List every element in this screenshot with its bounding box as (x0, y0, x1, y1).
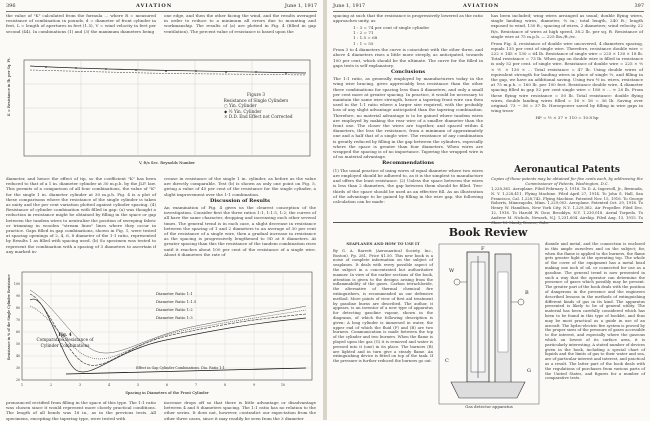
right-page-header (333, 3, 644, 12)
gas-detector-figure (437, 242, 541, 412)
left-col1-bottom-text: pronounced rectified from filling in the space of this type. The 1:1 ratio was chosen since it would represent more closely practical conditions. The length of all bends was 18 in., as in the previous tests. All specimens, excepting the tapering type, were tested with (6, 400, 156, 421)
issue-date: June 1, 1917 (333, 3, 366, 9)
fig4-note: Effect in Gap Cylinder Combinations. Dia. Ratio 1:1 (136, 366, 225, 370)
fig3-legend-3: × D.D. End Effect not Corrected (224, 114, 293, 119)
discussion-text: An examination of Fig. 4 gives us the clearest conception of the investigation. Consider first the three ratios 1:1, 1:1.5, 1:2; the curves of all have the same character, dropping and increasing each other several times. The general trend is in each case, a slight decrease in resistance between the spacing of 1 and 2 diameters to an average of 30 per cent of the resistance of a single wire, then a gradual increase in resistance as the spacing is progressively lengthened to 9D at 8 diameters. At greater spacing than this the resistance of the tandem combination rises until it reaches about 100 per cent of the resistance of a single wire. About 6 diameters the rate of (164, 205, 316, 257)
diagram-label: F (481, 246, 485, 252)
fig4-caption (30, 332, 100, 348)
fig4-x-tick: 5 (136, 383, 140, 387)
fig4-x-tick: 8 (223, 383, 227, 387)
fig4-legend-4: Diameter Ratio 1:3 (156, 315, 193, 320)
right-col2-upper (491, 13, 643, 163)
patents-title: Aeronautical Patents (514, 165, 620, 175)
fig4-y-tick: 30 (15, 366, 20, 370)
page-number: 396 (6, 3, 16, 9)
right-page (327, 0, 650, 420)
fig3-legend-box (206, 92, 306, 120)
left-col2-bottom-text: increase drops off so that there is little advantage or disadvantage between 4 and 8 diameters spacing. The 1:1 ratio has no relation to the other series. It does not, however, contradict our expectation from the other three cases, since it may readily be seen from the 3 diameter (164, 400, 316, 421)
fig4-y-label: Resistance in % of the Single Cylinder Resistance (7, 274, 11, 360)
fig4-y-tick: 90 (15, 294, 20, 298)
fig4-y-tick: 20 (15, 378, 20, 382)
fig4-subtitle: Comparative Resistance of Cylinder Combinations (36, 337, 94, 348)
recommendations-text: (1) The usual practice of using wires of equal diameter where two wires are employed should be adhered to, as it is the simplest to manufacture and offers the least resistance. (2) Unless the space between the wires is less than 2 diameters, the gap between them should be filled. Two-thirds of the space should be used as an effective fill. As an illustration of the advantage to be gained by filling in the wire gap, the following calculation can be made: (333, 167, 483, 204)
fig4-x-tick: 10 (280, 383, 286, 387)
resistance-formula: 1 : 3 = 74 per cent of single cylinder 1 : 2 = 71 1 : 1.5 = 68 1 : 1 = 55 (353, 24, 430, 46)
fig3-curve-1 (30, 66, 306, 73)
gas-detector-caption: Gas detector apparatus (465, 404, 513, 409)
fig4-x-tick: 2 (49, 383, 53, 387)
fig4-legend-2: Diameter Ratio 1:1.5 (156, 299, 197, 304)
left-col2-top-text: one edge, and then the other facing the wind, and the results averaged in order to reduce to a minimum all errors due to mounting and workmanship. The results of (a) are plotted in Fig. 4 (filled in gap ventilation). The percent value of resistance is based upon the (164, 13, 316, 34)
diagram-label: W (449, 268, 455, 274)
fig4-legend (156, 290, 276, 322)
fig4-y-tick: 70 (15, 318, 20, 322)
fig4-x-tick: 7 (194, 383, 198, 387)
left-col2-mid-block (164, 176, 316, 268)
fig4-legend-3: Diameter Ratio 1:2 (156, 307, 193, 312)
discussion-title: Discussion of Results (209, 197, 270, 204)
book-review-rule (333, 222, 643, 223)
patents-list: 1,228,361. Aeroplane. Filed February 3, 1916. To D. A. Ingersoll, Jr., Bermuda, N. Y. 1,228,411. Flying Machine. Filed April 27, 1914. To John S. Hall, San Francisco, Cal. 1,228,742. Flying Machine. Patented Nov. 15, 1916. To George Roberts, Minneapolis, Minn. 1,229,003. Aeroplane. Patented Oct. 29, 1916. To Henry W. Hamilton, New York City, N.Y. 1,229,362. Air Propeller. Filed Dec. 12, 1916. To Harold W. Dow, Brooklyn, N.Y. 1,230,018. Aerial Torpedo. To Andrew M. Nichols, Newark, N.J. 1,231,604. Airship. Filed Aug. 13, 1915. To Chas. M. Manly, Denver, Colo. (491, 186, 643, 225)
book-col1-text: By G. A. Barrett (Aeronautical Society, Inc., Boston). Pp. 281. Price $1.50. This new book is a noise of complete information on the subject of seaplanes. It deals with every possible aspect of the subject in a concentrated but authoritative manner. In view of the earlier sections of the book, attention is given to the designs arising from the inflammability of the gases. Carbon tetrachloride, the alternative of thermal chemical fire extinguishers, is recommended as our defensive method. More points of view of first aid treatment by gasoline burns are described. The author, it appears, is an inventor of a new type of apparatus for detecting gasoline vapour, shown in the diagrams, of which the following description is given: A long cylinder is immersed in water, the upper end of which the fluid (F) and (B) are two burners. Communication is made between the top of the cylinder and two burners. When the flame is played upon the gas (G) it is removed and water is pressed into it (one) in its place. The burners (B) are lighted and in turn give a steady flame. An extinguishing device is fitted on top of the tank. If the pressure is further reduced the burners go out. (333, 247, 433, 364)
right-col1-text2: From 3 to 4 diameters the curve is coincident with the other three, and above 4 diameters rises a little more steeply, as anticipated, towards 100 per cent, which should be the ultimate. The curve for the filled in gaps tests is self explanatory. (333, 47, 483, 68)
figure-4 (6, 270, 316, 398)
book-heading: SEAPLANES AND HOW TO USE IT (346, 241, 420, 246)
patents-intro: Copies of these patents may be obtained for five cents each, by addressing the Commissioner of Patents, Washington, D.C. (491, 176, 643, 186)
fig4-y-tick: 100 (13, 282, 20, 286)
hp-formula: HP = ½ × 37 × 110 = 10.8 hp (535, 114, 599, 120)
right-col1-upper (333, 13, 483, 219)
journal-title: AVIATION (463, 3, 500, 9)
right-col2-text2: From Fig. 4, resistance of double wire uncovered, 4 diameters spacing, equals 135 per cent of single wire. Therefore, resistance double wire = 222 × 145 × 130 = 64 lb. Resistance of single wire = 225 × 130 × 18 lb. Total resistance = 73 lb. When gap on double wire is filled in resistance is only 52 per cent. of single wire. Resistance of double wire = 225 × ⅔ × ⅙ × 130 × ... Total resistance = 47 lb. Using double wires of equivalent strength for landing wires in place of single ⅔, and filling in the gap, we have an additional saving. Using two ½ in. wires, resistance at 75 m.p.h. = 160 lb. per 100 feet. Resistance double wire, 4 diameter spacing filled in gap 52 per cent single wire = 180 × ... ≈ 20 lb. From these flying wire resistance = 50 lb. Total resistance: double flying wires, double landing wires filled = 16 × 16 = 36 lb. Saving over original: 73 − 36 = 37 lb. Horsepower saved by filling in wire gaps in wing truss- (491, 40, 643, 114)
conclusions-text: The 1:1 ratio, as generally employed by manufacturers today in the wing wire bracing, gives appreciably less resistance than the other three combinations for spacing less than 4 diameters, and only a small per cent more at greater spacing. In practice, it would be necessary to maintain the same wire strength, hence a tapering front wire can then used in the 1:1 ratio where a larger size required, with the probably loss of any slight advantage anticipated than the tapering combination. Therefore, no material advantage is to be gained where tandem wires are employed by making the rear wire of a smaller diameter than the front one. The closer the wires are together, and spaced within 4 diameters, the less the resistance, from a minimum of approximately one and a half that of a single wire. The resistance of any combination is greatly reduced by filling in the gap between the cylinders, especially where the space is greater than four diameters. When wires are wrapped the spacing is of no importance. Tapering the wrapped wire is of no material advantage. (333, 76, 483, 160)
right-col2-top-text: has been included; wing wires arranged as usual; double flying wires, single landing wires, diameter, ⅜ in.; total length, 240 ft.; length exposed to wind, 130 ft.; spacing of wires, 2 diameters; wind velocity, 22 ft/s. Resistance of wires at high speed, 38.2 lb. per sq. ft. Resistance of single wire at 75 m.p.h. — 225 lbs./ft./ec. (491, 13, 643, 39)
fig4-y-tick: 80 (15, 306, 20, 310)
conclusions-title: Conclusions (390, 69, 426, 76)
left-page (0, 0, 323, 420)
fig3-title: Figure 3 (246, 92, 266, 97)
right-col1-top-text: spacing at such that the resistance is progressively lowered as the ratio approaches unity, as (333, 13, 483, 24)
fig3-x-label: V, ft/s Sec. Reynolds Number (139, 160, 195, 165)
fig4-y-tick: 40 (15, 354, 20, 358)
fig4-x-tick: 1 (20, 383, 24, 387)
page-number: 397 (634, 3, 644, 9)
left-page-header (6, 3, 317, 12)
left-col1-mid-text: diameter, and hence the effect of tip, so the coefficient "K" has been reduced to that of a 1 in. diameter cylinder at 30 m.p.h. by the JLF. law. This permits of a comparison of all four combinations, the value of "K" for the single 1 in. diameter cylinder at 30 m.p.h. Fig. 4 is a plot of these comparisons where the resistance of the single cylinder is taken as unity and the per cent variation plotted against cylinder spacing. (4) Resistance of cylinder combination with filled in gap: (a) was thought a reduction in resistance might be obtained by filling in the space or gap between the tandem wires to neutralize the position of sweeping fabric or trimming in wooden "stream lines" lines where they occur in practice. Gaps filled in gap combinations, shown in Fig. 1, were tested at spacing openings of 2, 4, 6, 8 diameter of the 1-1 ratio, represented by Results 1 as filled with spacing used. (b) So specimen was tested to represent the combination with a spacing of 3 diameters to ascertain if any marked in- (6, 176, 156, 254)
fig4-x-label: Spacing in Diameters of the Front Cylinder (125, 390, 209, 395)
diagram-label: G (527, 368, 531, 374)
fig4-x-tick: 4 (107, 383, 111, 387)
fig4-legend-1: Diameter Ratio 1:1 (156, 291, 193, 296)
book-review-col2: dioxide and metal, and the connection is enclosed in this ample ourselves and on the subject; for, when the flame is applied to the burners, the flame gets greater light at the operating top. The whole of the cover of the equipment has a metal head making one inch of oil, or connected for use as a gasoline. The general trend is now presented in such a way that the operator can determine the presence of gases which possibly may be present. The greater part of the book deals with the position of dangerous in the presence and the engineers described lessons in the methods of extinguishing different kinds of gas in its kind. The apparatus presented is likely to be of general utility. The material has been carefully considered which has been to be found in this type of booklet, and thus may be most practical as a guide in use of an aircraft. The hydro-electric fire system is proved by the proper sizes of the pressure of gases accessible to the interest, and especially where the gaseous which on lowest of its surface area, it is particularly interesting. A stated number of devices given in the book, including a special chart of liquids and the limits of gas to their water and sea, are of particular interest and interest, and practical as a result. The latter part of the book deals with the regulations of purchases from various parts of the United States, and figures for a number of comparative tests. (545, 241, 645, 381)
diagram-label: B (525, 290, 529, 296)
gas-detector-diagram (437, 242, 541, 412)
figure-3 (6, 56, 316, 174)
diagram-label: C (445, 358, 449, 364)
left-col2-mid-text: crease in resistance of the single 1 in. cylinder, as before as the value are directly comparable. Test (b) is shown as only one point on Fig. 5, giving a value of 45 per cent of the resistance for the single cylinder, a slight improvement over the 1-1 combination. (164, 176, 316, 197)
fig3-subtitle: Resistance of Single Cylinders (223, 97, 289, 103)
left-col1-top-text: the value of "K" calculated from the formula ... where R = measured resistance of combination in pounds, d = diameter of front cylinder in feet, L = length of apertures in feet (1.5), V = wind velocity in feet per second (44). In combinations (1) and (3) the maximum diameters being (6, 13, 156, 34)
fig4-x-tick: 3 (78, 383, 82, 387)
recommendations-title: Recommendations (382, 160, 434, 167)
fig4-y-tick: 50 (15, 342, 20, 346)
fig3-legend-2: ◆ ½ Yin. Cylinder (224, 108, 262, 114)
fig3-y-label: K = Resistance in lb. per Sq. Ft. (7, 57, 11, 116)
journal-title: AVIATION (136, 3, 173, 9)
fig3-legend-1: ○ Yin. Cylinder (224, 103, 257, 108)
issue-date: June 1, 1917 (284, 3, 317, 9)
fig4-x-tick: 9 (252, 383, 256, 387)
fig4-y-tick: 60 (15, 330, 20, 334)
fig4-title: Fig. 4 (58, 332, 72, 337)
book-review-title: Book Review (448, 226, 528, 239)
book-review-col1 (333, 242, 433, 418)
fig4-x-tick: 6 (165, 383, 169, 387)
